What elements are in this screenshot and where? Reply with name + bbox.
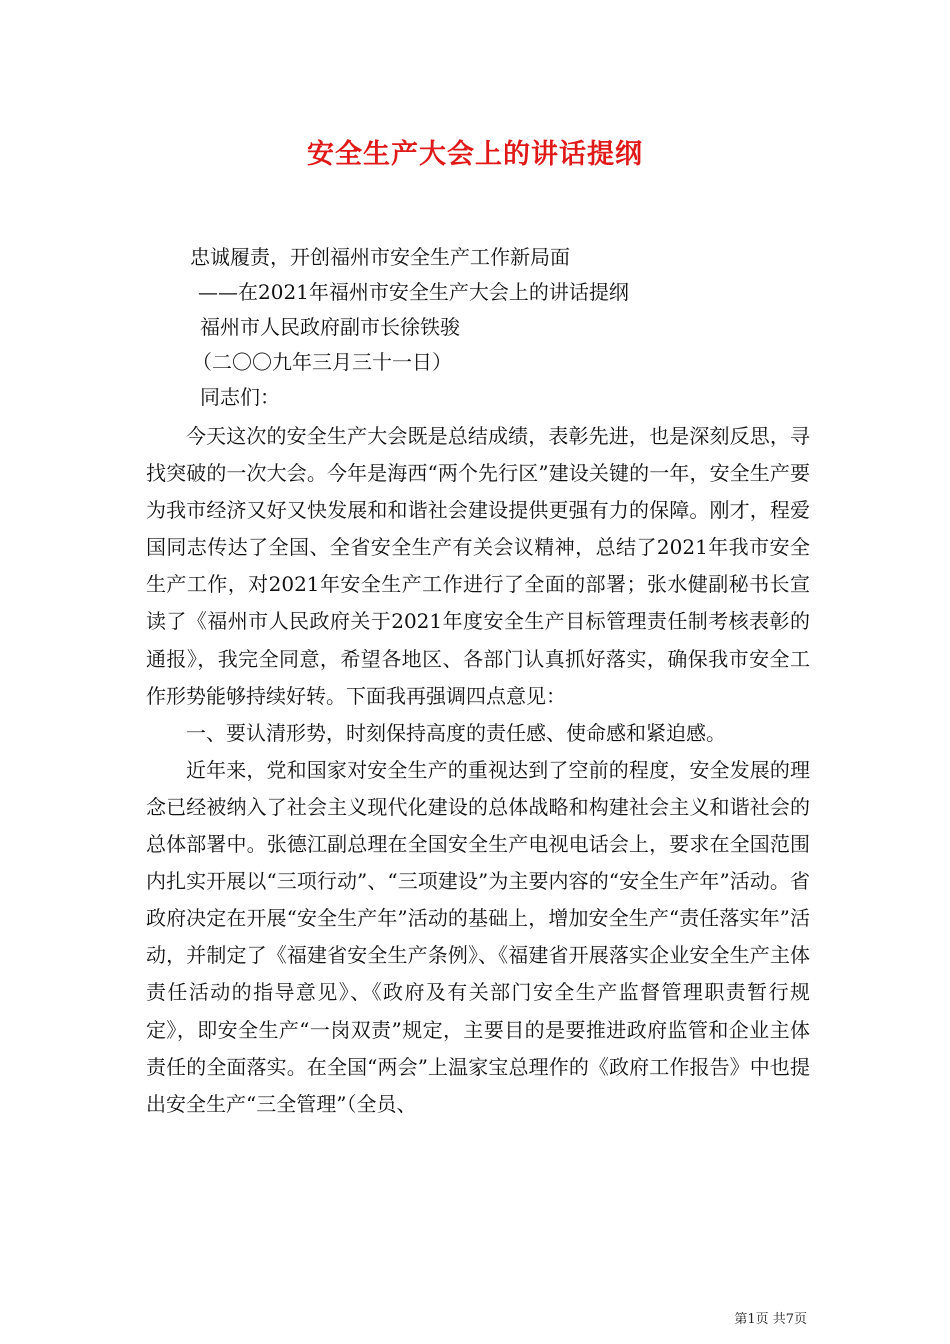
speech-subtitle: ——在2021年福州市安全生产大会上的讲话提纲 bbox=[198, 280, 629, 304]
document-title: 安全生产大会上的讲话提纲 bbox=[307, 139, 643, 170]
section-heading: 一、要认清形势，时刻保持高度的责任感、使命感和紧迫感。 bbox=[186, 720, 726, 745]
speech-header bbox=[190, 240, 629, 415]
page-number: 第1页 共7页 bbox=[734, 1312, 807, 1327]
paragraph: 今天这次的安全生产大会既是总结成绩，表彰先进，也是深刻反思，寻找突破的一次大会。今年是海西“两个先行区”建设关键的一年，安全生产要为我市经济又好又快发展和和谐社会建设提供更强有力的保障。刚才，程爱国同志传达了全国、全省安全生产有关会议精神，总结了2021年我市安全生产工作，对2021年安全生产工作进行了全面的部署；张水健副秘书长宣读了《福州市人民政府关于2021年度安全生产目标管理责任制考核表彰的通报》，我完全同意，希望各地区、各部门认真抓好落实，确保我市安全工作形势能够持续好转。下面我再强调四点意见： bbox=[146, 424, 810, 708]
paragraph: 近年来，党和国家对安全生产的重视达到了空前的程度，安全发展的理念已经被纳入了社会主义现代化建设的总体战略和构建社会主义和谐社会的总体部署中。张德江副总理在全国安全生产电视电话会上，要求在全国范围内扎实开展以“三项行动”、“三项建设”为主要内容的“安全生产年”活动。省政府决定在开展“安全生产年”活动的基础上，增加安全生产“责任落实年”活动，并制定了《福建省安全生产条例》、《福建省开展落实企业安全生产主体责任活动的指导意见》、《政府及有关部门安全生产监督管理职责暂行规定》，即安全生产“一岗双责”规定，主要目的是要推进政府监管和企业主体责任的全面落实。在全国“两会”上温家宝总理作的《政府工作报告》中也提出安全生产“三全管理”（全员、 bbox=[146, 757, 810, 1116]
speech-headline: 忠诚履责，开创福州市安全生产工作新局面 bbox=[190, 245, 570, 269]
body-text bbox=[146, 418, 810, 1123]
speaker-line: 福州市人民政府副市长徐铁骏 bbox=[200, 315, 460, 339]
salutation: 同志们： bbox=[200, 385, 280, 409]
date-line: （二〇〇九年三月三十一日） bbox=[192, 350, 452, 374]
